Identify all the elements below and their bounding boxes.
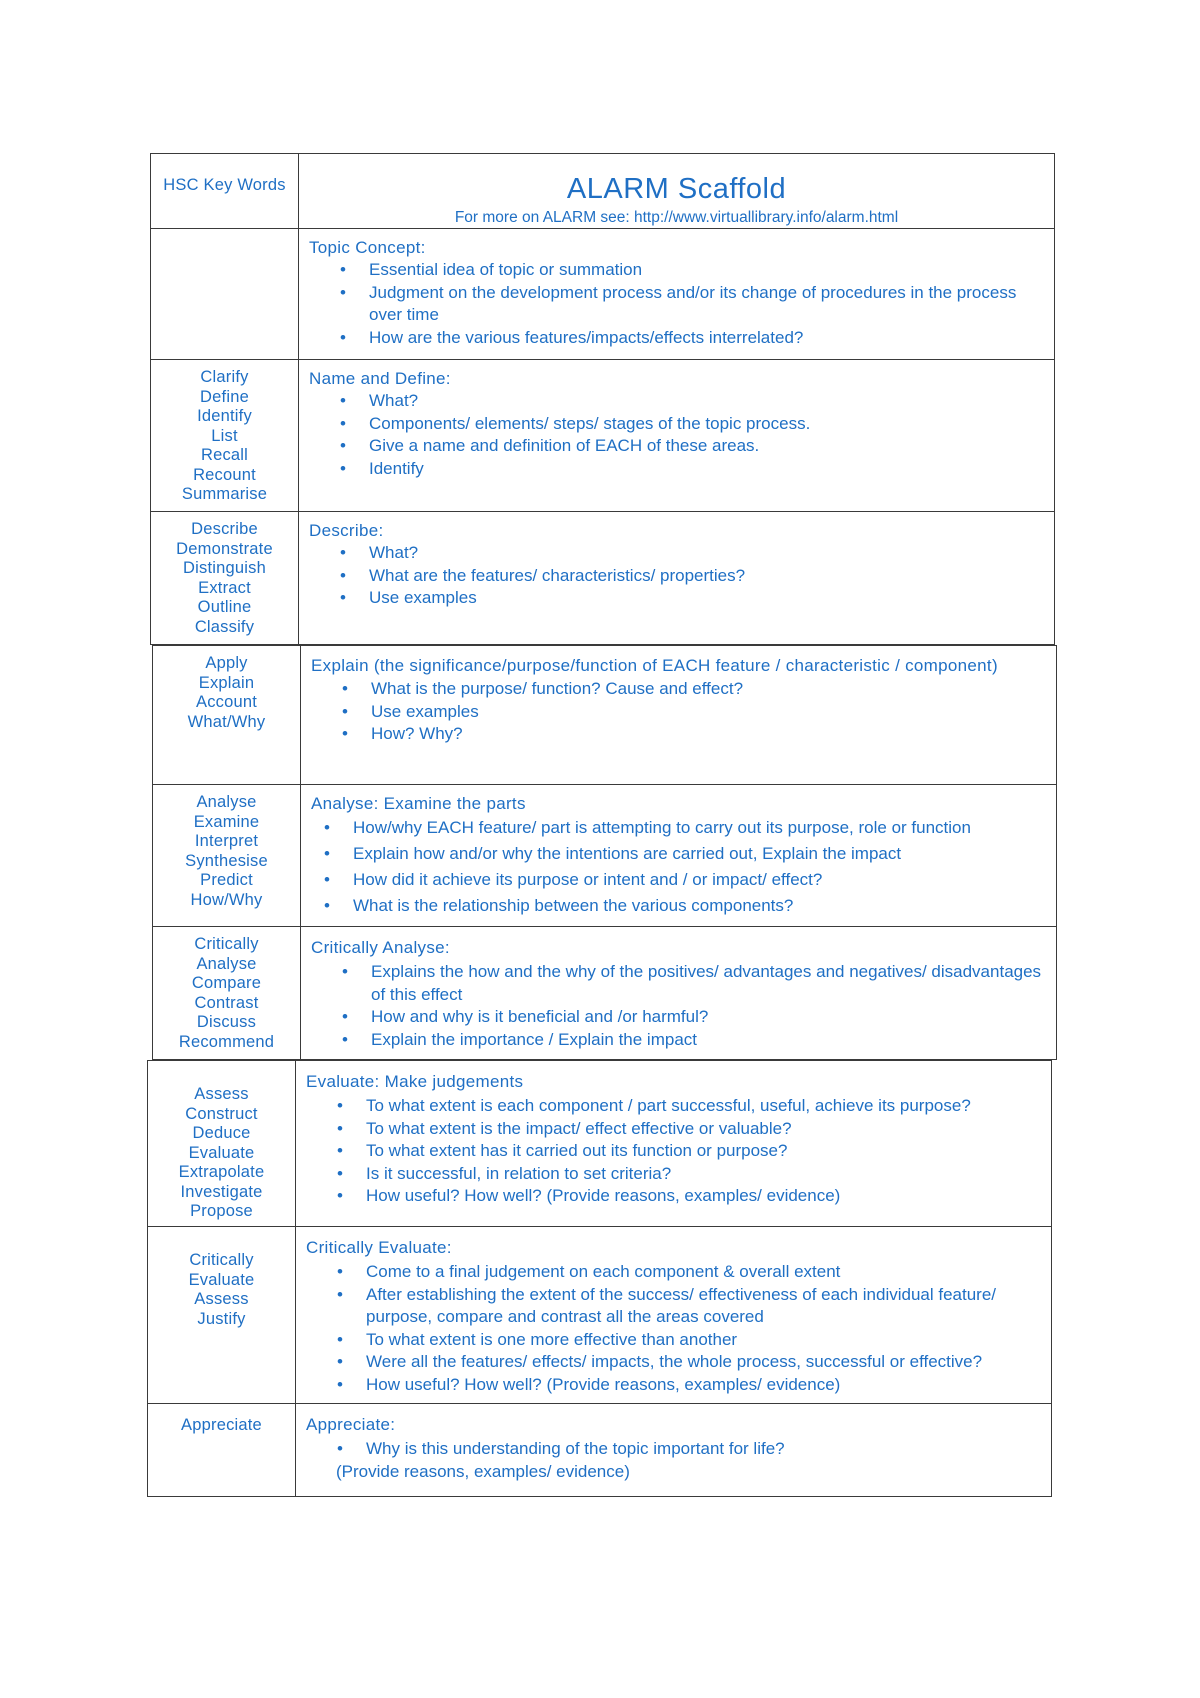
keyword: Explain <box>198 673 255 692</box>
list-item: • Is it successful, in relation to set criteria? <box>366 1163 1041 1186</box>
list-item: • To what extent has it carried out its function or purpose? <box>366 1140 1041 1163</box>
list-item: • What is the purpose/ function? Cause and effect? <box>371 678 1046 701</box>
keyword: Examine <box>193 812 260 831</box>
keyword: Describe <box>191 520 258 538</box>
row-content <box>299 229 1054 359</box>
list-item: • After establishing the extent of the success/ effectiveness of each individual feature/ purpose, compare and contrast all the areas covered <box>366 1284 1041 1329</box>
keyword: Distinguish <box>183 559 266 577</box>
row-heading: Explain (the significance/purpose/function of EACH feature / characteristic / component) <box>311 656 998 675</box>
list-item: • How did it achieve its purpose or intent and / or impact/ effect? <box>353 867 1046 893</box>
row-critically-evaluate <box>147 1227 1052 1404</box>
header-row <box>150 153 1055 229</box>
keyword: Contrast <box>194 993 259 1012</box>
row-keywords <box>151 229 299 359</box>
row-keywords <box>153 646 301 784</box>
keyword: Interpret <box>194 832 259 850</box>
keyword: Propose <box>190 1202 253 1220</box>
row-keywords <box>148 1061 296 1226</box>
list-item: • Explains the how and the why of the positives/ advantages and negatives/ disadvantages of this effect <box>371 961 1046 1006</box>
list-item: • Give a name and definition of EACH of these areas. <box>369 435 1044 458</box>
keyword: Investigate <box>180 1182 263 1201</box>
list-item: • Come to a final judgement on each component & overall extent <box>366 1261 1041 1284</box>
list-item: • Judgment on the development process and/or its change of procedures in the process over time <box>369 282 1044 327</box>
keyword: Compare <box>191 974 262 992</box>
keyword: List <box>211 426 238 445</box>
row-name-and-define <box>150 360 1055 512</box>
hsc-key-words-label: HSC Key Words <box>151 154 299 228</box>
keyword: Summarise <box>181 485 268 503</box>
row-analyse <box>152 785 1057 927</box>
list-item: • What? <box>369 390 1044 413</box>
alarm-scaffold-table <box>150 153 1055 1497</box>
row-note: (Provide reasons, examples/ evidence) <box>336 1461 630 1481</box>
keyword: Recount <box>193 465 256 484</box>
keyword: Appreciate <box>181 1416 262 1434</box>
keyword: Account <box>195 693 258 711</box>
list-item: • What? <box>369 542 1044 565</box>
keyword: Demonstrate <box>176 539 273 558</box>
list-item: • To what extent is one more effective than another <box>366 1329 1041 1352</box>
list-item: • Essential idea of topic or summation <box>369 259 1044 282</box>
keyword: Discuss <box>196 1013 257 1031</box>
keyword: Analyse <box>196 793 257 811</box>
row-keywords <box>151 360 299 511</box>
row-content <box>296 1404 1051 1496</box>
row-heading: Evaluate: Make judgements <box>306 1072 524 1091</box>
row-heading: Critically Evaluate: <box>306 1238 452 1257</box>
keyword: How/Why <box>190 890 263 909</box>
row-keywords <box>153 927 301 1059</box>
keyword: Assess <box>194 1290 249 1308</box>
row-content <box>296 1227 1051 1403</box>
row-heading: Analyse: Examine the parts <box>311 794 526 813</box>
keyword: Assess <box>194 1085 249 1103</box>
keyword: Apply <box>205 654 248 672</box>
list-item: • To what extent is the impact/ effect effective or valuable? <box>366 1118 1041 1141</box>
row-keywords <box>148 1404 296 1496</box>
keyword: What/Why <box>187 712 266 731</box>
row-heading: Topic Concept: <box>309 238 426 257</box>
keyword: Predict <box>200 871 253 889</box>
list-item: • How useful? How well? (Provide reasons, examples/ evidence) <box>366 1374 1041 1397</box>
title-cell <box>299 154 1054 228</box>
page-title: ALARM Scaffold <box>566 173 787 205</box>
row-content <box>301 785 1056 926</box>
row-keywords <box>151 512 299 644</box>
keyword: Deduce <box>192 1124 251 1142</box>
list-item: • Identify <box>369 458 1044 481</box>
list-item: • Were all the features/ effects/ impacts, the whole process, successful or effective? <box>366 1351 1041 1374</box>
list-item: • How are the various features/impacts/effects interrelated? <box>369 327 1044 350</box>
list-item: • Use examples <box>369 587 1044 610</box>
list-item: • Components/ elements/ steps/ stages of the topic process. <box>369 413 1044 436</box>
row-content <box>299 512 1054 644</box>
page-subtitle: For more on ALARM see: http://www.virtuallibrary.info/alarm.html <box>454 209 899 226</box>
keyword: Extrapolate <box>178 1163 265 1181</box>
keyword: Outline <box>197 598 252 616</box>
list-item: • How and why is it beneficial and /or harmful? <box>371 1006 1046 1029</box>
keyword: Define <box>200 387 249 406</box>
keyword: Justify <box>197 1309 246 1328</box>
row-topic-concept <box>150 229 1055 360</box>
row-describe <box>150 512 1055 645</box>
list-item: • How useful? How well? (Provide reasons, examples/ evidence) <box>366 1185 1041 1208</box>
keyword: Extract <box>198 578 251 597</box>
keyword: Recall <box>200 446 249 464</box>
keyword: Evaluate <box>188 1143 255 1162</box>
keyword: Critically <box>194 935 259 953</box>
row-keywords <box>153 785 301 926</box>
keyword: Classify <box>194 617 255 636</box>
row-content <box>299 360 1054 511</box>
list-item: • To what extent is each component / part successful, useful, achieve its purpose? <box>366 1095 1041 1118</box>
list-item: • Use examples <box>371 701 1046 724</box>
row-heading: Appreciate: <box>306 1415 396 1434</box>
row-content <box>296 1061 1051 1226</box>
row-heading: Critically Analyse: <box>311 938 450 957</box>
keyword: Evaluate <box>188 1270 255 1289</box>
keyword: Synthesise <box>185 851 268 870</box>
row-appreciate <box>147 1404 1052 1497</box>
list-item: • What is the relationship between the various components? <box>353 893 1046 919</box>
list-item: • Why is this understanding of the topic important for life? <box>366 1438 1041 1461</box>
row-heading: Describe: <box>309 521 384 540</box>
row-evaluate <box>147 1060 1052 1227</box>
keyword: Clarify <box>200 368 249 386</box>
row-content <box>301 927 1056 1059</box>
list-item: • Explain the importance / Explain the impact <box>371 1029 1046 1052</box>
row-critically-analyse <box>152 927 1057 1060</box>
keyword: Identify <box>197 407 252 425</box>
list-item: • What are the features/ characteristics/ properties? <box>369 565 1044 588</box>
keyword: Recommend <box>178 1032 275 1051</box>
row-content <box>301 646 1056 784</box>
row-keywords <box>148 1227 296 1403</box>
row-explain <box>152 645 1057 785</box>
keyword: Critically <box>189 1251 254 1269</box>
row-heading: Name and Define: <box>309 369 451 388</box>
list-item: • How? Why? <box>371 723 1046 746</box>
keyword: Analyse <box>196 954 257 973</box>
list-item: • How/why EACH feature/ part is attempting to carry out its purpose, role or function <box>353 815 1046 841</box>
keyword: Construct <box>185 1104 258 1123</box>
list-item: • Explain how and/or why the intentions are carried out, Explain the impact <box>353 841 1046 867</box>
